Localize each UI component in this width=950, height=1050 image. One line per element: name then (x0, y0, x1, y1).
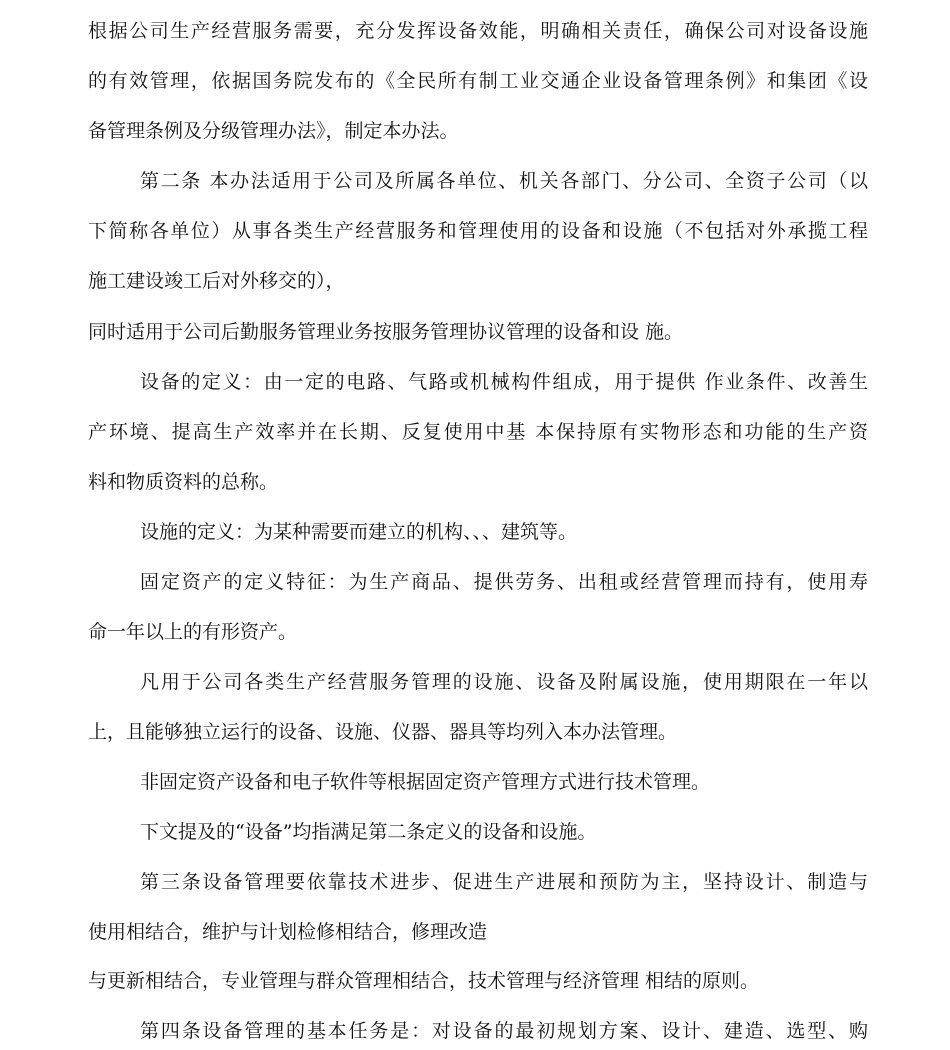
text-line: 料和物质资料的总称。 (88, 471, 279, 493)
text-line: 使用相结合，维护与计划检修相结合，修理改造 (88, 921, 488, 943)
text-line: 固定资产的定义特征：为生产商品、提供劳务、出租或经营管理而持有，使用寿 (140, 571, 868, 593)
text-line: 上，且能够独立运行的设备、设施、仪器、器具等均列入本办法管理。 (88, 721, 678, 743)
text-line: 备管理条例及分级管理办法》，制定本办法。 (88, 120, 459, 142)
text-line: 同时适用于公司后勤服务管理业务按服务管理协议管理的设备和设 施。 (88, 321, 684, 343)
text-line: 施工建设竣工后对外移交的）， (88, 270, 345, 292)
text-line: 与更新相结合，专业管理与群众管理相结合，技术管理与经济管理 相结的原则。 (88, 970, 760, 992)
text-line: 第四条设备管理的基本任务是：对设备的最初规划方案、设计、建造、选型、购 (140, 1020, 868, 1042)
text-line: 下简称各单位）从事各类生产经营服务和管理使用的设备和设施（不包括对外承揽工程 (88, 220, 868, 242)
text-line: 命一年以上的有形资产。 (88, 621, 298, 643)
text-line: 凡用于公司各类生产经营服务管理的设施、设备及附属设施，使用期限在一年以 (140, 671, 868, 693)
text-line: 第二条 本办法适用于公司及所属各单位、机关各部门、分公司、全资子公司（以 (140, 170, 868, 192)
text-line: 设施的定义：为某种需要而建立的机构、、、建筑等。 (140, 521, 578, 543)
text-line: 的有效管理，依据国务院发布的《全民所有制工业交通企业设备管理条例》和集团《设 (88, 70, 868, 92)
text-line: 设备的定义：由一定的电路、气路或机械构件组成，用于提供 作业条件、改善生 (140, 371, 868, 393)
text-line: 第三条设备管理要依靠技术进步、促进生产进展和预防为主，坚持设计、制造与 (140, 871, 868, 893)
text-line: 根据公司生产经营服务需要，充分发挥设备效能，明确相关责任，确保公司对设备设施 (88, 20, 868, 42)
text-line: 非固定资产设备和电子软件等根据固定资产管理方式进行技术管理。 (140, 771, 711, 793)
text-line: 下文提及的“设备”均指满足第二条定义的设备和设施。 (140, 821, 597, 843)
text-line: 产环境、提高生产效率并在长期、反复使用中基 本保持原有实物形态和功能的生产资 (88, 421, 868, 443)
